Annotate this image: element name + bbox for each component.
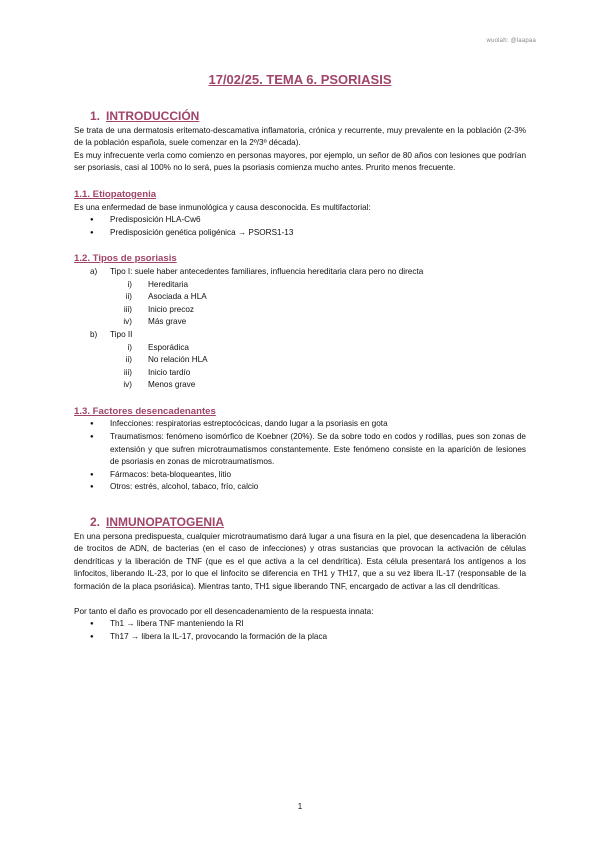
intro-paragraph-1: Se trata de una dermatosis eritemato-descamativa inflamatoria, crónica y recurrente, muy prevalente en la población (2-3% de la población española, suele comenzar en la 2º/3º década). — [74, 125, 526, 148]
list-item: iv) Más grave — [123, 317, 187, 327]
section-1-2-heading: 1.2. Tipos de psoriasis — [74, 253, 177, 265]
list-item: i) Hereditaria — [127, 279, 189, 289]
list-item: ● Fármacos: beta-bloqueantes, litio — [74, 469, 526, 482]
list-item: ● Th17 → libera la IL-17, provocando la formación de la placa — [74, 631, 526, 644]
factores-list — [74, 418, 526, 494]
respuesta-list — [74, 618, 526, 643]
list-item: iv) Menos grave — [123, 380, 196, 390]
list-item: ● Th1 → libera TNF manteniendo la RI — [74, 618, 526, 631]
tipo-1-item: a) Tipo I: suele haber antecedentes familiares, influencia hereditaria clara pero no directa — [90, 266, 424, 276]
list-item: iii) Inicio precoz — [123, 304, 194, 314]
inmunopatogenia-paragraph-2: Por tanto el daño es provocado por ell desencadenamiento de la respuesta innata: — [74, 606, 374, 616]
inmunopatogenia-paragraph-1: En una persona predispuesta, cualquier microtraumatismo dará lugar a una fisura en la piel, que desencadena la liberación de trocitos de ADN, de bacterias (en el caso de infecciones) y otras sustancias que provocan la activación de células dendríticas y la liberación de TNF (que es el que activa a la cel dendrítica). Esta célula presentará los antígenos a los linfocitos, liberando IL-23, por lo que el linfocito se diferencia en TH1 y TH17, que a su vez libera IL-17 (responsable de la formación de la placa psoriásica). Mientras tanto, TH1 sigue liberando TNF, encargado de activar a las cll dendríticas. — [74, 531, 526, 591]
section-1-1-heading: 1.1. Etiopatogenia — [74, 188, 157, 200]
list-item: ● Predisposición genética poligénica → PSORS1-13 — [74, 227, 526, 240]
list-item: ● Traumatismos: fenómeno isomórfico de Koebner (20%). Se da sobre todo en codos y rodillas, pues son zonas de extensión y que sufren microtraumatismos constantemente. Este fenómeno consiste en la aparición de lesiones de psoriasis en zonas de microtraumatismos. — [74, 431, 526, 469]
tipo-2-item: b) Tipo II — [90, 329, 133, 339]
intro-paragraph-2: Es muy infrecuente verla como comienzo en personas mayores, por ejemplo, un señor de 80 años con lesiones que podrían ser psoriasis, casi al 100% no lo será, pues la psoriasis comienza mucho antes. Prurito menos frecuente. — [74, 150, 526, 173]
page-number: 1 — [297, 802, 303, 811]
etiopatogenia-list — [74, 214, 526, 239]
header-note: wuolah: @laapaa — [486, 38, 536, 44]
list-item: i) Esporádica — [127, 342, 189, 352]
list-item: ● Otros: estrés, alcohol, tabaco, frío, calcio — [74, 481, 526, 494]
document-body — [74, 110, 526, 643]
list-item: ii) No relación HLA — [125, 355, 208, 365]
section-1-3-heading: 1.3. Factores desencadenantes — [74, 405, 216, 417]
list-item: ● Infecciones: respiratorias estreptocócicas, dando lugar a la psoriasis en gota — [74, 418, 526, 431]
section-2-heading: 2. INMUNOPATOGENIA — [90, 515, 225, 530]
list-item: iii) Inicio tardío — [123, 367, 191, 377]
list-item: ● Predisposición HLA-Cw6 — [74, 214, 526, 227]
section-1-heading: 1. INTRODUCCIÓN — [90, 109, 200, 123]
etiopatogenia-intro: Es una enfermedad de base inmunológica y causa desconocida. Es multifactorial: — [74, 202, 371, 212]
document-title: 17/02/25. TEMA 6. PSORIASIS — [208, 72, 392, 87]
list-item: ii) Asociada a HLA — [125, 292, 207, 302]
